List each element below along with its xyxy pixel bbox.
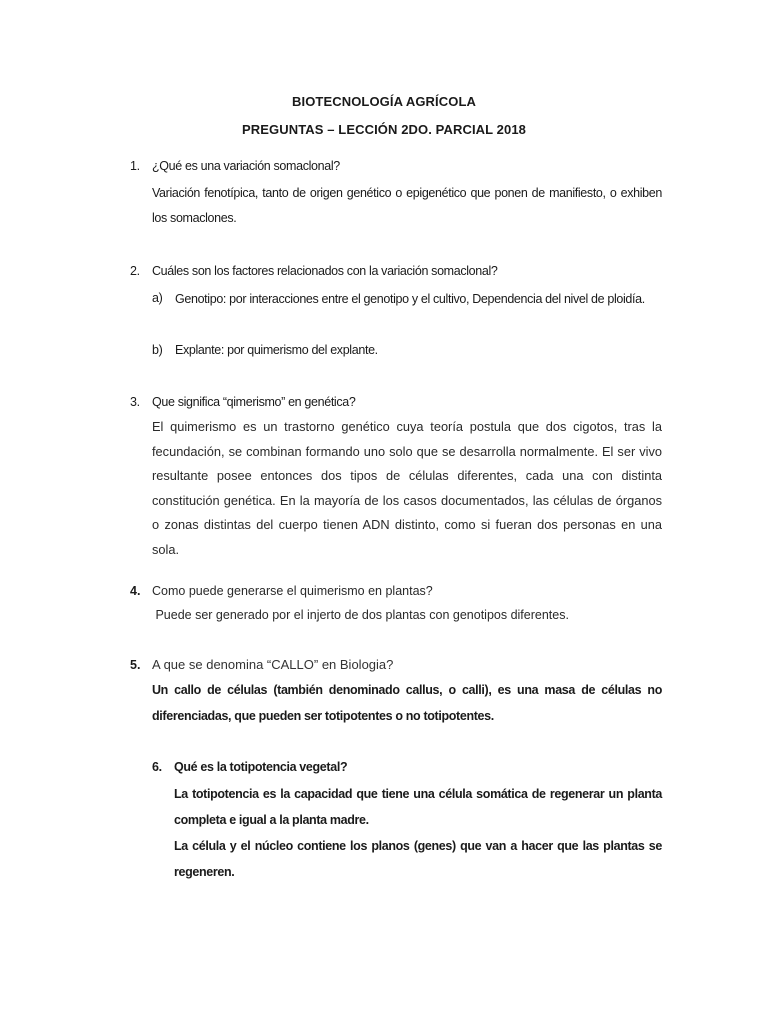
answer-5: Un callo de células (también denominado callus, o calli), es una masa de células no diferenciadas, que pueden ser totipotentes o no totipotentes.: [152, 683, 662, 723]
question-3-text: Que significa “qimerismo” en genética?: [152, 395, 356, 409]
answer-1: Variación fenotípica, tanto de origen genético o epigenético que ponen de manifiesto, o exhiben los somaclones.: [152, 186, 662, 225]
question-1-text: ¿Qué es una variación somaclonal?: [152, 159, 340, 173]
question-5-number: 5.: [130, 658, 141, 672]
question-1-number: 1.: [130, 159, 140, 173]
question-4-number: 4.: [130, 584, 141, 598]
answer-6-part-2: La célula y el núcleo contiene los planos (genes) que van a hacer que las plantas se regeneren.: [174, 839, 662, 879]
question-3-number: 3.: [130, 395, 140, 409]
item-2a-text: Genotipo: por interacciones entre el genotipo y el cultivo, Dependencia del nivel de ploidía.: [175, 292, 645, 306]
question-4-text: Como puede generarse el quimerismo en plantas?: [152, 584, 433, 598]
answer-6-part-1: La totipotencia es la capacidad que tiene una célula somática de regenerar un planta completa e igual a la planta madre.: [174, 787, 662, 827]
question-6-text: Qué es la totipotencia vegetal?: [174, 760, 348, 774]
question-2-text: Cuáles son los factores relacionados con la variación somaclonal?: [152, 264, 498, 278]
item-2b-label: b): [152, 343, 163, 357]
question-6-number: 6.: [152, 760, 162, 774]
document-subtitle: PREGUNTAS – LECCIÓN 2DO. PARCIAL 2018: [242, 122, 526, 137]
question-5-text: A que se denomina “CALLO” en Biologia?: [152, 657, 394, 672]
answer-3: El quimerismo es un trastorno genético cuya teoría postula que dos cigotos, tras la fecundación, se combinan formando uno solo que se desarrolla normalmente. El ser vivo resultante posee entonces dos tipos de células diferentes, cada una con distinta constitución genética. En la mayoría de los casos documentados, las células de órganos o zonas distintas del cuerpo tienen ADN distinto, como si fueran dos personas en una sola.: [152, 419, 662, 557]
document-title: BIOTECNOLOGÍA AGRÍCOLA: [292, 94, 476, 109]
item-2b-text: Explante: por quimerismo del explante.: [175, 343, 378, 357]
question-2-number: 2.: [130, 264, 140, 278]
item-2a-label: a): [152, 291, 163, 305]
answer-4: Puede ser generado por el injerto de dos plantas con genotipos diferentes.: [152, 608, 569, 622]
